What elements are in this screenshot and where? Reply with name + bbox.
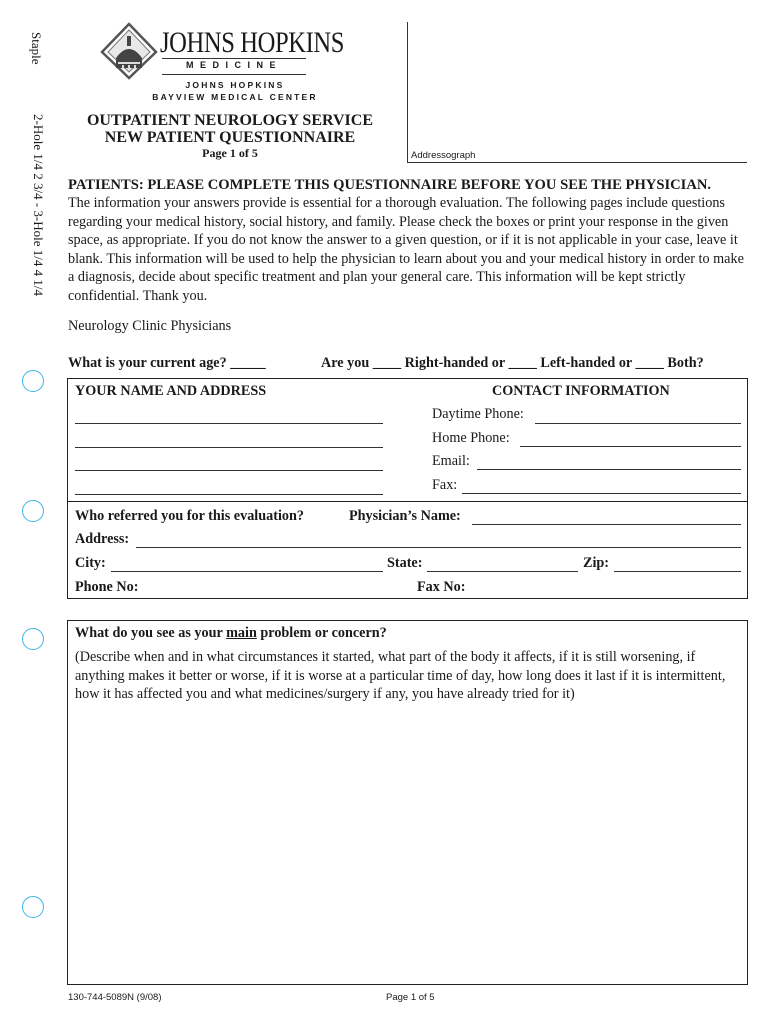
physician-name-label: Physician’s Name: <box>349 508 461 524</box>
header-page-number: Page 1 of 5 <box>202 146 258 160</box>
referral-address-field[interactable] <box>136 547 741 548</box>
name-address-line-2[interactable] <box>75 447 383 448</box>
name-address-line-4[interactable] <box>75 494 383 495</box>
email-label: Email: <box>432 453 470 469</box>
addressograph-label: Addressograph <box>411 150 476 161</box>
home-phone-field[interactable] <box>520 446 741 447</box>
punch-hole-circle <box>22 628 44 650</box>
addressograph-border-left <box>407 22 408 162</box>
email-field[interactable] <box>477 469 741 470</box>
state-label: State: <box>387 555 423 571</box>
logo-sub-2: BAYVIEW MEDICAL CENTER <box>152 92 318 102</box>
main-problem-emphasis: main <box>226 625 257 641</box>
name-address-line-1[interactable] <box>75 423 383 424</box>
zip-label: Zip: <box>583 555 610 571</box>
main-problem-pre: What do you see as your <box>75 625 227 641</box>
intro-body: The information your answers provide is essential for a thorough evaluation. The following pages include questions regarding your medical history, social history, and family. Please check the boxes or print your response in the given space, as appropriate. If you do not know the answer to a given question, or if it is not applicable in your case, leave it blank. This information will be used to help the physician to learn about you and your medical history in order to make a diagnosis, decide about specific treatment and plan your general care. This information will be kept strictly confidential. Thank you. <box>68 195 744 304</box>
fax-field[interactable] <box>462 493 741 494</box>
referral-question: Who referred you for this evaluation? <box>75 508 304 524</box>
punch-hole-circle <box>22 370 44 392</box>
current-age-question: What is your current age? _____ <box>68 355 266 371</box>
punch-hole-circle <box>22 896 44 918</box>
intro-heading: PATIENTS: PLEASE COMPLETE THIS QUESTIONNAIRE BEFORE YOU SEE THE PHYSICIAN. <box>68 177 712 193</box>
fax-no-label: Fax No: <box>417 579 466 595</box>
staple-label: Staple <box>29 32 44 65</box>
handedness-question: Are you ____ Right-handed or ____ Left-handed or ____ Both? <box>321 355 704 371</box>
main-problem-post: problem or concern? <box>256 625 387 641</box>
logo-sub-1: JOHNS HOPKINS <box>185 80 285 90</box>
home-phone-label: Home Phone: <box>432 430 510 446</box>
hopkins-dome-logo-icon <box>98 22 160 80</box>
clinic-physicians: Neurology Clinic Physicians <box>68 318 232 334</box>
daytime-phone-field[interactable] <box>535 423 741 424</box>
logo-rule <box>162 74 306 75</box>
referral-address-label: Address: <box>75 531 130 547</box>
logo-medicine: MEDICINE <box>186 60 283 70</box>
main-problem-question <box>75 625 387 642</box>
punch-hole-circle <box>22 500 44 522</box>
form-title-1: OUTPATIENT NEUROLOGY SERVICE <box>86 112 373 129</box>
form-title-2: NEW PATIENT QUESTIONNAIRE <box>104 129 356 146</box>
daytime-phone-label: Daytime Phone: <box>432 406 524 422</box>
physician-name-field[interactable] <box>472 524 741 525</box>
city-field[interactable] <box>111 571 383 572</box>
phone-no-label: Phone No: <box>75 579 139 595</box>
name-address-header: YOUR NAME AND ADDRESS <box>75 383 267 399</box>
logo-wordmark: JOHNS HOPKINS <box>160 26 344 59</box>
main-problem-instructions: (Describe when and in what circumstances it started, what part of the body it affects, if it is still worsening, if anything makes it better or worse, if it is worse at a particular time of day, how long does it last if it is intermittent, how it has affected you and what medicines/surgery if any, you have already tried for it) <box>75 649 726 703</box>
form-number: 130-744-5089N (9/08) <box>68 992 162 1003</box>
city-label: City: <box>75 555 106 571</box>
state-field[interactable] <box>427 571 578 572</box>
zip-field[interactable] <box>614 571 741 572</box>
logo-rule <box>162 58 306 59</box>
contact-info-header: CONTACT INFORMATION <box>492 383 670 399</box>
contact-divider <box>67 501 748 502</box>
hole-punch-label: 2-Hole 1/4 2 3/4 - 3-Hole 1/4 4 1/4 <box>31 114 46 296</box>
name-address-line-3[interactable] <box>75 470 383 471</box>
footer-page-number: Page 1 of 5 <box>386 992 435 1003</box>
fax-label: Fax: <box>432 477 458 493</box>
addressograph-border-bottom <box>407 162 747 163</box>
